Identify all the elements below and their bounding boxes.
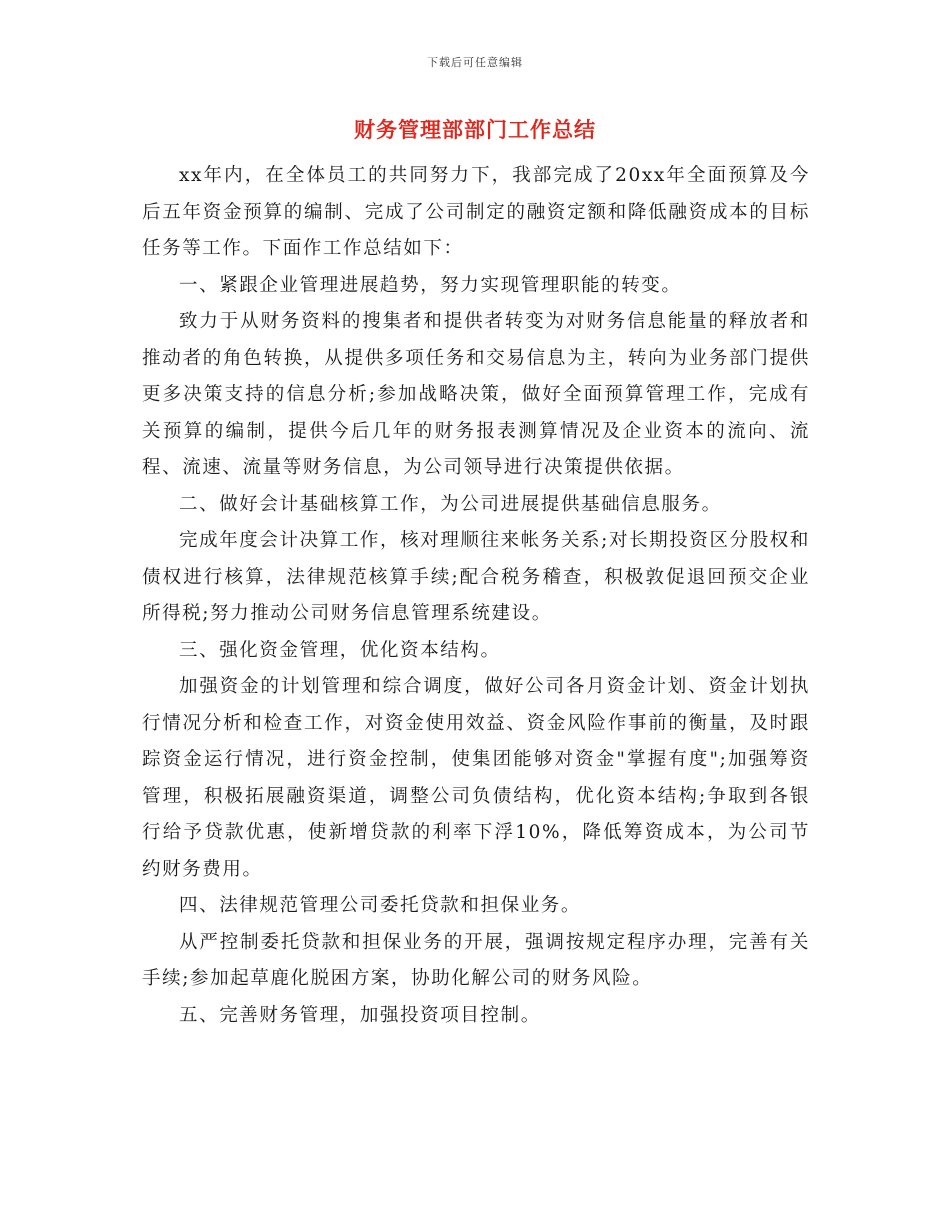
section-heading-1: 一、紧跟企业管理进展趋势，努力实现管理职能的转变。	[179, 274, 682, 296]
section-body-1: 致力于从财务资料的搜集者和提供者转变为对财务信息能量的释放者和推动者的角色转换，从提供多项任务和交易信息为主，转向为业务部门提供更多决策支持的信息分析;参加战略决策，做好全面预算管理工作，完成有关预算的编制，提供今后几年的财务报表测算情况及企业资本的流向、流程、流速、流量等财务信息，为公司领导进行决策提供依据。	[142, 311, 810, 478]
document-title: 财务管理部部门工作总结	[354, 117, 596, 142]
section-heading-3: 三、强化资金管理，优化资本结构。	[179, 639, 501, 661]
section-body-3: 加强资金的计划管理和综合调度，做好公司各月资金计划、资金计划执行情况分析和检查工作，对资金使用效益、资金风险作事前的衡量，及时跟踪资金运行情况，进行资金控制，使集团能够对资金"掌握有度";加强筹资管理，积极拓展融资渠道，调整公司负债结构，优化资本结构;争取到各银行给予贷款优惠，使新增贷款的利率下浮10%，降低筹资成本，为公司节约财务费用。	[142, 676, 810, 880]
header-note: 下载后可任意编辑	[427, 56, 523, 69]
section-body-4: 从严控制委托贷款和担保业务的开展，强调按规定程序办理，完善有关手续;参加起草鹿化脱困方案，协助化解公司的财务风险。	[142, 931, 810, 989]
section-heading-5: 五、完善财务管理，加强投资项目控制。	[179, 1004, 541, 1026]
intro-paragraph: xx年内，在全体员工的共同努力下，我部完成了20xx年全面预算及今后五年资金预算的编制、完成了公司制定的融资定额和降低融资成本的目标任务等工作。下面作工作总结如下：	[142, 165, 810, 259]
section-heading-2: 二、做好会计基础核算工作，为公司进展提供基础信息服务。	[179, 493, 722, 515]
section-body-2: 完成年度会计决算工作，核对理顺往来帐务关系;对长期投资区分股权和债权进行核算，法律规范核算手续;配合税务稽查，积极敦促退回预交企业所得税;努力推动公司财务信息管理系统建设。	[142, 530, 810, 624]
section-heading-4: 四、法律规范管理公司委托贷款和担保业务。	[179, 895, 582, 916]
document-body	[142, 158, 810, 1034]
